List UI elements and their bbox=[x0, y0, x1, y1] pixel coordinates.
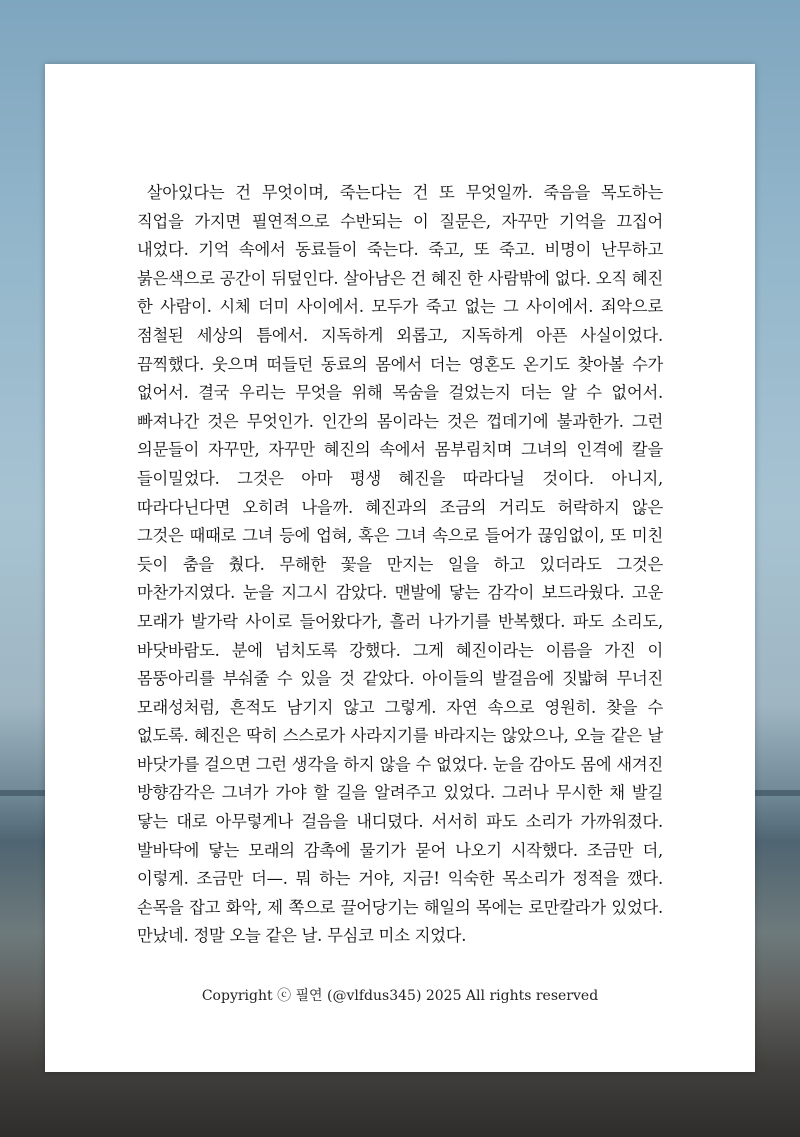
copyright-notice: Copyright ⓒ 필연 (@vlfdus345) 2025 All rights reserved bbox=[201, 988, 599, 1004]
story-paragraph: 살아있다는 건 무엇이며, 죽는다는 건 또 무엇일까. 죽음을 목도하는 직업을 가지면 필연적으로 수반되는 이 질문은, 자꾸만 기억을 끄집어 내었다. 기억 속에서 동료들이 죽는다. 죽고, 또 죽고. 비명이 난무하고 붉은색으로 공간이 뒤덮인다. 살아남은 건 혜진 한 사람밖에 없다. 오직 혜진 한 사람이. 시체 더미 사이에서. 모두가 죽고 없는 그 사이에서. 죄악으로 점철된 세상의 틈에서. 지독하게 외롭고, 지독하게 아픈 사실이었다. 끔찍했다. 웃으며 떠들던 동료의 몸에서 더는 영혼도 온기도 찾아볼 수가 없어서. 결국 우리는 무엇을 위해 목숨을 걸었는지 더는 알 수 없어서. 빠져나간 것은 무엇인가. 인간의 몸이라는 것은 껍데기에 불과한가. 그런 의문들이 자꾸만, 자꾸만 혜진의 속에서 몸부림치며 그녀의 인격에 칼을 들이밀었다. 그것은 아마 평생 혜진을 따라다닐 것이다. 아니지, 따라다닌다면 오히려 나을까. 혜진과의 조금의 거리도 허락하지 않은 그것은 때때로 그녀 등에 업혀, 혹은 그녀 속으로 들어가 끊임없이, 또 미친 듯이 춤을 췄다. 무해한 꽃을 만지는 일을 하고 있더라도 그것은 마찬가지였다. 눈을 지그시 감았다. 맨발에 닿는 감각이 보드라웠다. 고운 모래가 발가락 사이로 들어왔다가, 흘러 나가기를 반복했다. 파도 소리도, 바닷바람도. 분에 넘치도록 강했다. 그게 혜진이라는 이름을 가진 이 몸뚱아리를 부숴줄 수 있을 것 같았다. 아이들의 발걸음에 짓밟혀 무너진 모래성처럼, 흔적도 남기지 않고 그렇게. 자연 속으로 영원히. 찾을 수 없도록. 혜진은 딱히 스스로가 사라지기를 바라지는 않았으나, 오늘 같은 날 바닷가를 걸으면 그런 생각을 하지 않을 수 없었다. 눈을 감아도 몸에 새겨진 방향감각은 그녀가 가야 할 길을 알려주고 있었다. 그러나 무시한 채 발길 닿는 대로 아무렇게나 걸음을 내디뎠다. 서서히 파도 소리가 가까워졌다. 발바닥에 닿는 모래의 감촉에 물기가 묻어 나오기 시작했다. 조금만 더, 이렇게. 조금만 더—. 뭐 하는 거야, 지금! 익숙한 목소리가 정적을 깼다. 손목을 잡고 화악, 제 쪽으로 끌어당기는 해일의 목에는 로만칼라가 있었다. 만났네. 정말 오늘 같은 날. 무심코 미소 지었다. bbox=[137, 183, 663, 946]
